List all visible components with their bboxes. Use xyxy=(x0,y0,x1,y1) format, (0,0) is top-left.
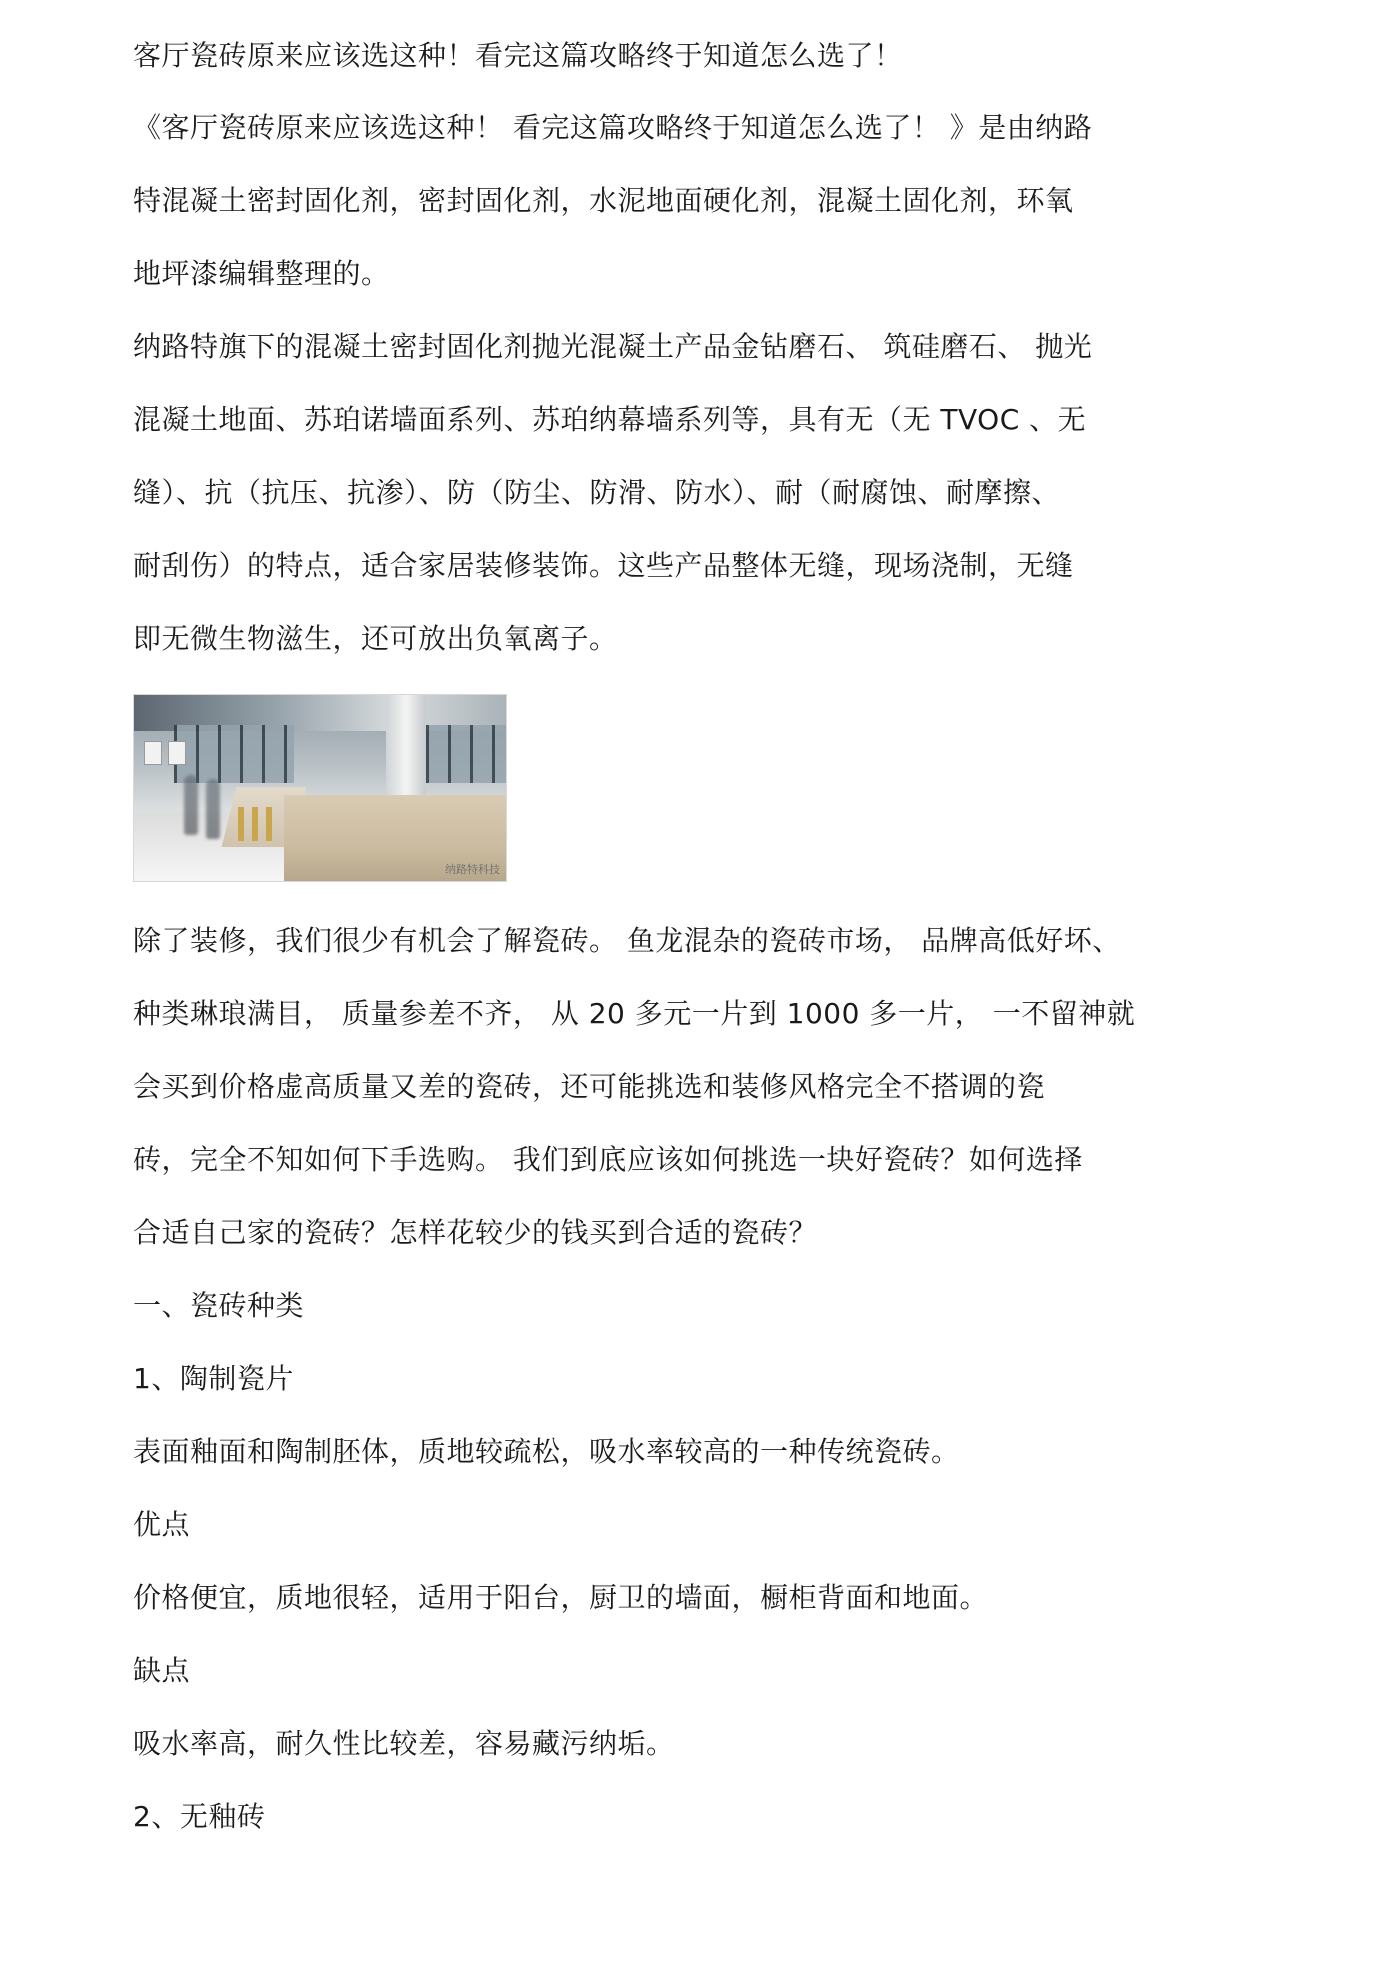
intro-line: 特混凝土密封固化剂，密封固化剂，水泥地面硬化剂，混凝土固化剂，环氧 xyxy=(133,184,1074,217)
subsection-heading: 1、陶制瓷片 xyxy=(133,1362,294,1395)
subsection-heading: 2、无釉砖 xyxy=(133,1800,266,1833)
pros-text: 价格便宜，质地很轻，适用于阳台，厨卫的墙面，橱柜背面和地面。 xyxy=(133,1581,989,1614)
document-title: 客厅瓷砖原来应该选这种！看完这篇攻略终于知道怎么选了！ xyxy=(133,39,903,72)
body-line: 合适自己家的瓷砖？怎样花较少的钱买到合适的瓷砖？ xyxy=(133,1216,818,1249)
body-line: 砖，完全不知如何下手选购。 我们到底应该如何挑选一块好瓷砖？如何选择 xyxy=(133,1143,1083,1176)
body-line: 会买到价格虚高质量又差的瓷砖，还可能挑选和装修风格完全不搭调的瓷 xyxy=(133,1070,1046,1103)
photo-watermark: 纳路特科技 xyxy=(445,863,500,876)
intro-line: 地坪漆编辑整理的。 xyxy=(133,257,390,290)
pros-label: 优点 xyxy=(133,1508,191,1541)
product-line: 耐刮伤）的特点，适合家居装修装饰。这些产品整体无缝，现场浇制，无缝 xyxy=(133,549,1074,582)
photo-person xyxy=(206,779,220,839)
cons-label: 缺点 xyxy=(133,1654,191,1687)
photo-window xyxy=(426,725,506,783)
photo-wall-frame xyxy=(168,741,186,765)
product-line: 混凝土地面、苏珀诺墙面系列、苏珀纳幕墙系列等，具有无（无 TVOC 、无 xyxy=(133,403,1087,436)
interior-photo xyxy=(133,694,507,882)
photo-wall-frame xyxy=(144,741,162,765)
subsection-description: 表面釉面和陶制胚体，质地较疏松，吸水率较高的一种传统瓷砖。 xyxy=(133,1435,960,1468)
product-line: 缝）、抗（抗压、抗渗）、防（防尘、防滑、防水）、耐（耐腐蚀、耐摩擦、 xyxy=(133,476,1061,509)
photo-stool xyxy=(266,807,272,841)
product-line: 即无微生物滋生，还可放出负氧离子。 xyxy=(133,622,618,655)
body-line: 种类琳琅满目， 质量参差不齐， 从 20 多元一片到 1000 多一片， 一不留神就 xyxy=(133,997,1136,1030)
cons-text: 吸水率高，耐久性比较差，容易藏污纳垢。 xyxy=(133,1727,675,1760)
photo-stool xyxy=(238,807,244,841)
section-heading: 一、瓷砖种类 xyxy=(133,1289,305,1322)
product-line: 纳路特旗下的混凝土密封固化剂抛光混凝土产品金钻磨石、 筑硅磨石、 抛光 xyxy=(133,330,1093,363)
body-line: 除了装修，我们很少有机会了解瓷砖。 鱼龙混杂的瓷砖市场， 品牌高低好坏、 xyxy=(133,924,1121,957)
photo-stool xyxy=(252,807,258,841)
intro-line: 《客厅瓷砖原来应该选这种！ 看完这篇攻略终于知道怎么选了！ 》是由纳路 xyxy=(133,111,1093,144)
photo-person xyxy=(184,775,198,835)
